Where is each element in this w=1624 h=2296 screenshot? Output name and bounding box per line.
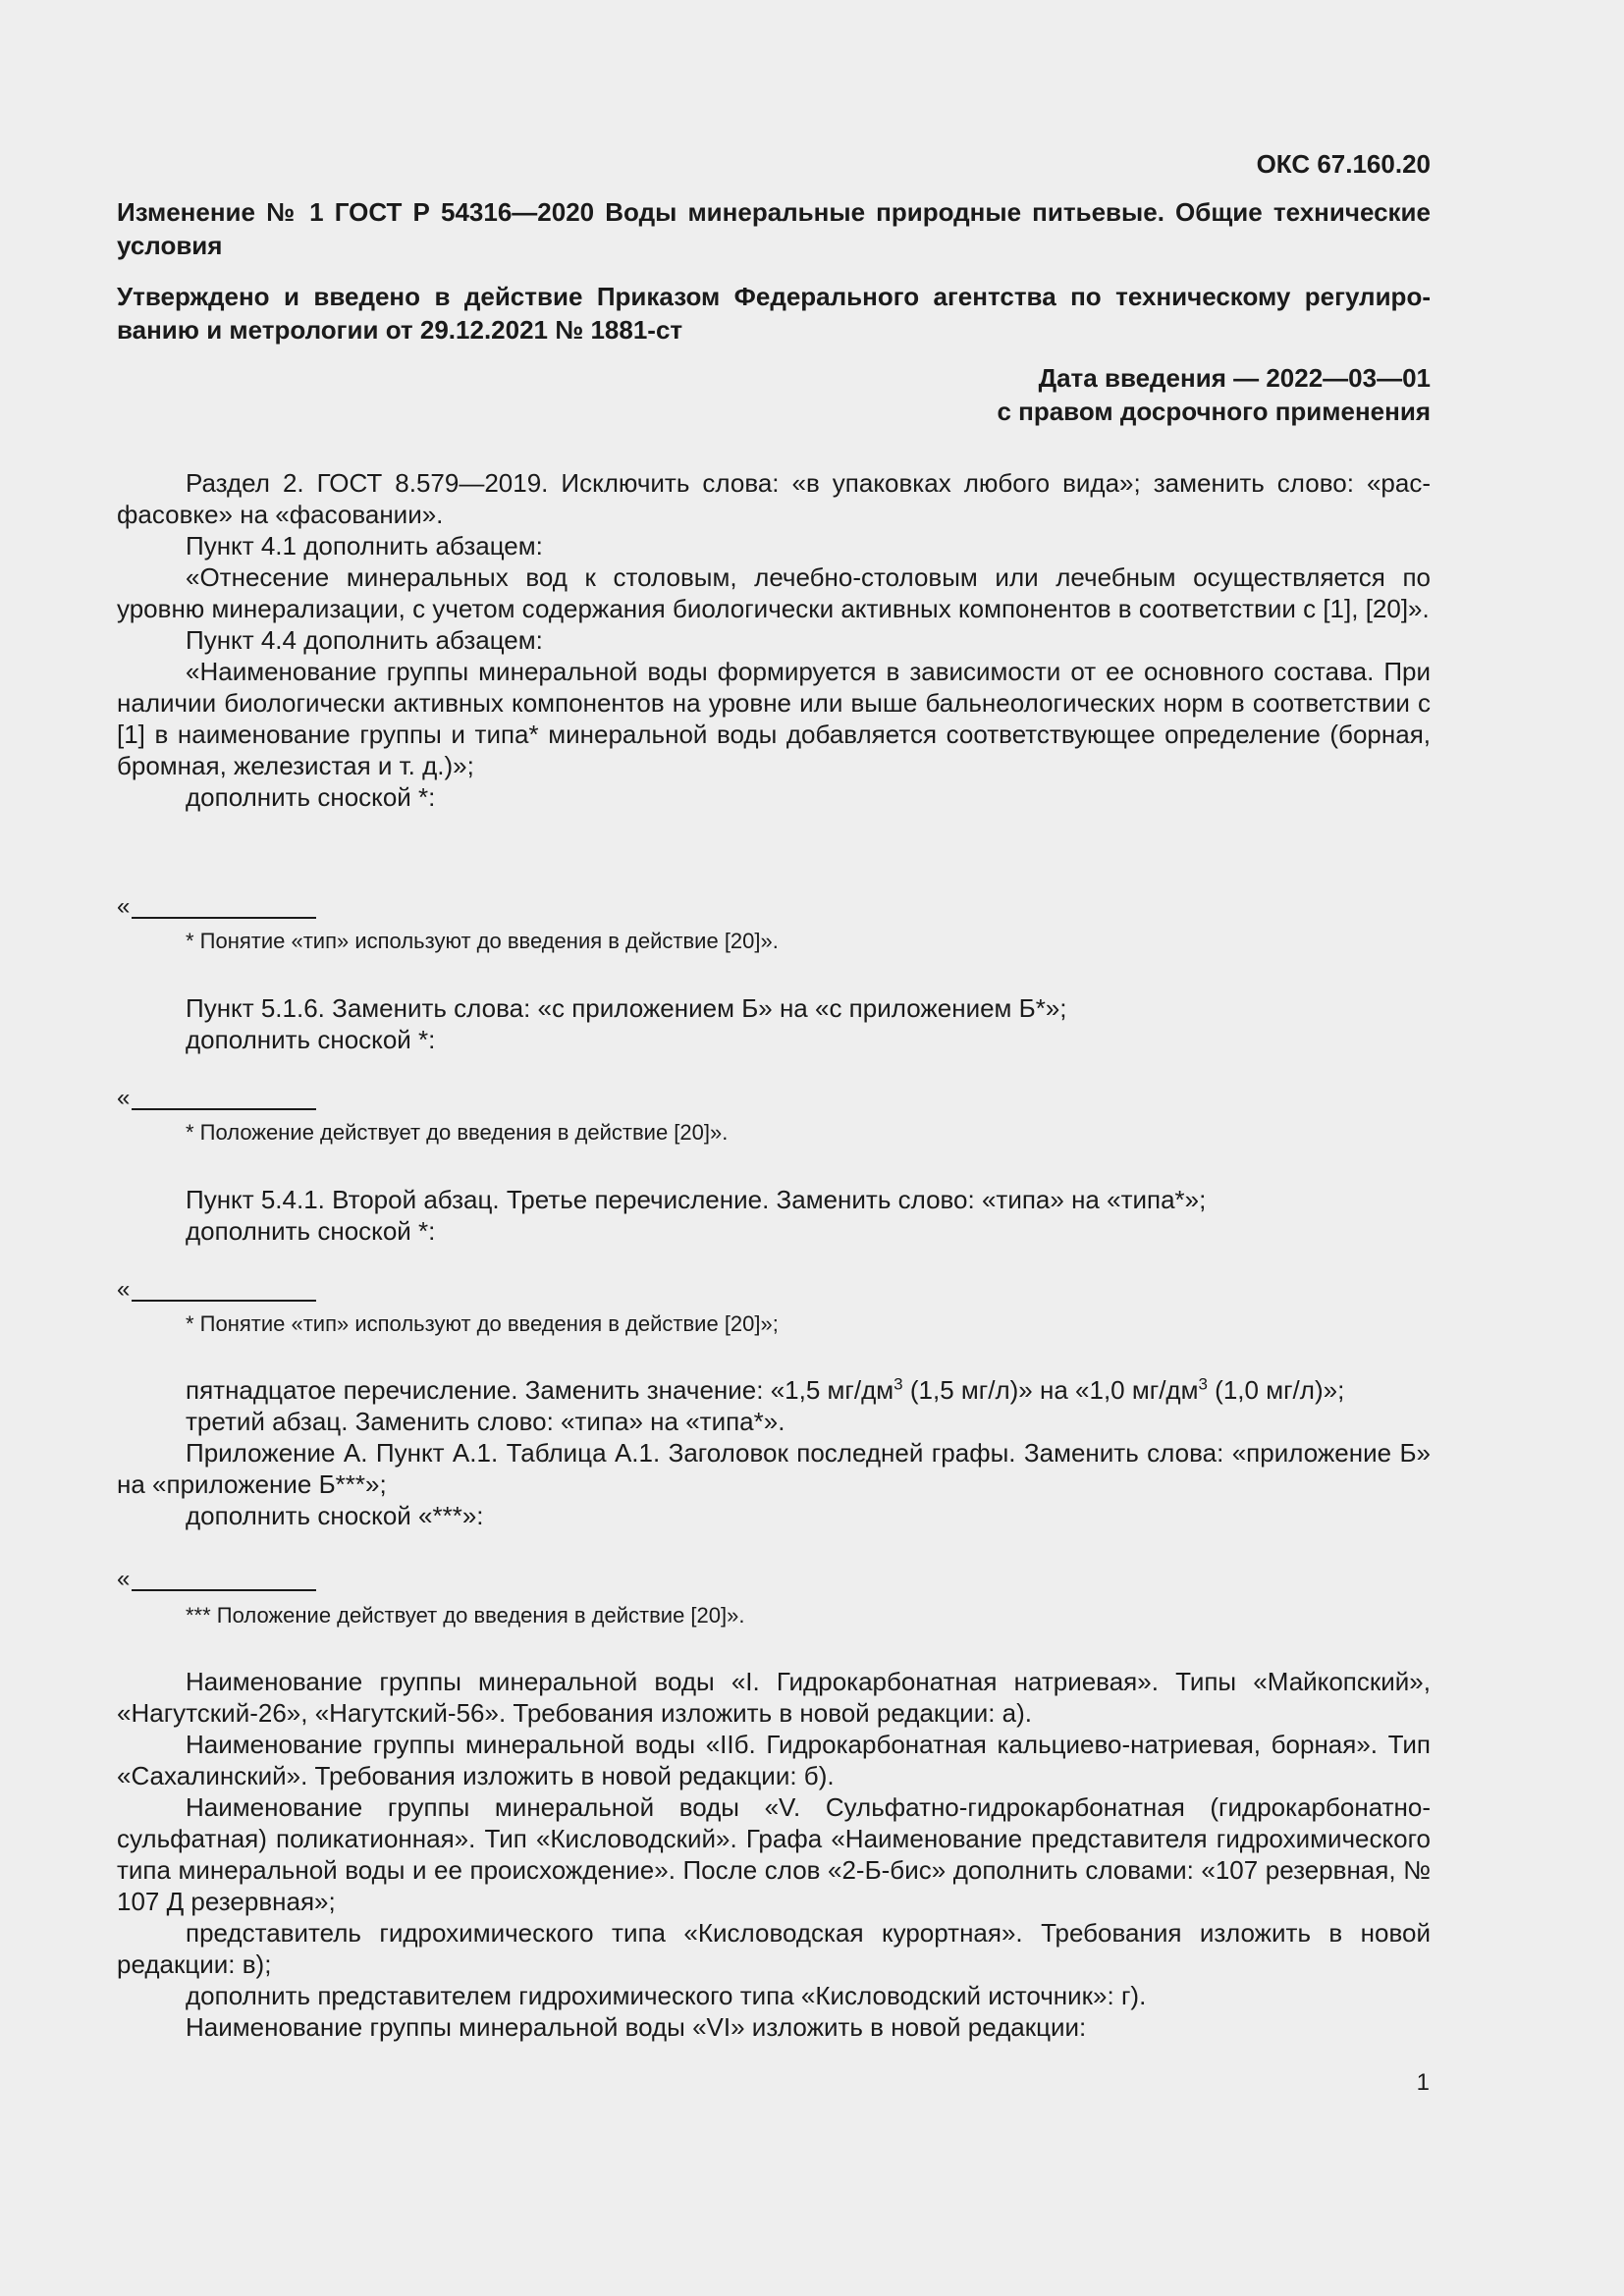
quote-mark: « bbox=[117, 893, 131, 920]
paragraph: дополнить сноской «***»: bbox=[186, 1501, 484, 1530]
paragraph bbox=[117, 1374, 1431, 1406]
amendment-block-5 bbox=[117, 1666, 1431, 2043]
effective-date bbox=[117, 361, 1431, 428]
footnote-rule bbox=[132, 1108, 316, 1110]
footnote: *** Положение действует до введения в действие [20]». bbox=[186, 1603, 745, 1628]
paragraph: Наименование группы минеральной воды «I. Гидрокарбонатная натриевая». Типы «Майкопский», «Нагутский-26», «Нагутский-56». Требования изложить в новой редакции: а). bbox=[117, 1667, 1431, 1728]
amendment-block-3 bbox=[117, 1184, 1431, 1247]
paragraph: «Отнесение минеральных вод к столовым, лечебно-столовым или лечебным осуществляется по уровню минерализации, с учетом содержания биологически активных компонентов в соответствии с [1], [20]». bbox=[117, 562, 1431, 623]
paragraph: Наименование группы минеральной воды «V. Сульфатно-гидрокарбонатная (гидрокарбонатно-сульфатная) поликатионная». Тип «Кисловодский». Графа «Наименование представителя гидрохимического типа минеральной воды и ее происхождение». После слов «2-Б-бис» дополнить словами: «107 резервная, № 107 Д резервная»; bbox=[117, 1792, 1431, 1916]
page-number: 1 bbox=[1416, 2069, 1430, 2096]
footnote-separator bbox=[117, 1087, 316, 1110]
amendment-block-4 bbox=[117, 1374, 1431, 1531]
paragraph: дополнить сноской *: bbox=[186, 1216, 436, 1246]
approval-statement: Утверждено и введено в действие Приказом Федерального агентства по техническому регулированию и метрологии от 29.12.2021 № 1881-ст bbox=[117, 282, 1431, 345]
paragraph: дополнить представителем гидрохимического типа «Кисловодский источник»: г). bbox=[186, 1981, 1147, 2010]
paragraph: Пункт 5.1.6. Заменить слова: «с приложением Б» на «с приложением Б*»; bbox=[186, 993, 1067, 1023]
footnote-separator bbox=[117, 1278, 316, 1302]
amendment-block-2 bbox=[117, 992, 1431, 1055]
footnote-separator bbox=[117, 1568, 316, 1591]
paragraph: «Наименование группы минеральной воды формируется в зависимости от ее основного состава. При наличии биологически активных компонентов на уровне или выше бальнеологических норм в соответствии с [1] в наименование группы и типа* минеральной воды добавляется соответствующее определение (борная, бромная, железистая и т. д.)»; bbox=[117, 657, 1431, 780]
paragraph: Наименование группы минеральной воды «IIб. Гидрокарбонатная кальциево-натриевая, борная». Тип «Сахалинский». Требования изложить в новой редакции: б). bbox=[117, 1730, 1431, 1790]
paragraph: Раздел 2. ГОСТ 8.579—2019. Исключить слова: «в упаковках любого вида»; заменить слово: «расфасовке» на «фасовании». bbox=[117, 468, 1431, 529]
paragraph: Пункт 5.4.1. Второй абзац. Третье перечисление. Заменить слово: «типа» на «типа*»; bbox=[186, 1185, 1207, 1214]
footnote: * Понятие «тип» используют до введения в действие [20]». bbox=[186, 929, 779, 953]
footnote-rule bbox=[132, 1589, 316, 1591]
paragraph: представитель гидрохимического типа «Кисловодская курортная». Требования изложить в новой редакции: в); bbox=[117, 1918, 1431, 1979]
amendment-block-1 bbox=[117, 467, 1431, 813]
footnote-rule bbox=[132, 1300, 316, 1302]
quote-mark: « bbox=[117, 1085, 131, 1111]
text-fragment: (1,0 мг/л)»; bbox=[1207, 1375, 1345, 1405]
document-title: Изменение № 1 ГОСТ Р 54316—2020 Воды минеральные природные питьевые. Общие технические условия bbox=[117, 197, 1431, 260]
paragraph: дополнить сноской *: bbox=[186, 782, 436, 812]
footnote-separator bbox=[117, 895, 316, 919]
paragraph: дополнить сноской *: bbox=[186, 1025, 436, 1054]
footnote: * Положение действует до введения в действие [20]». bbox=[186, 1120, 729, 1145]
text-fragment: пятнадцатое перечисление. Заменить значение: «1,5 мг/дм bbox=[186, 1375, 894, 1405]
text-fragment: (1,5 мг/л)» на «1,0 мг/дм bbox=[902, 1375, 1199, 1405]
paragraph: Приложение А. Пункт А.1. Таблица А.1. Заголовок последней графы. Заменить слова: «приложение Б» на «приложение Б***»; bbox=[117, 1438, 1431, 1499]
superscript: 3 bbox=[1198, 1374, 1208, 1394]
paragraph: Пункт 4.4 дополнить абзацем: bbox=[186, 625, 543, 655]
oks-code: ОКС 67.160.20 bbox=[1256, 149, 1431, 179]
early-application-line: с правом досрочного применения bbox=[997, 397, 1431, 426]
paragraph: Пункт 4.1 дополнить абзацем: bbox=[186, 531, 543, 561]
paragraph: третий абзац. Заменить слово: «типа» на «типа*». bbox=[186, 1407, 785, 1436]
effective-date-line: Дата введения — 2022—03—01 bbox=[1038, 363, 1431, 393]
footnote-rule bbox=[132, 917, 316, 919]
quote-mark: « bbox=[117, 1276, 131, 1303]
quote-mark: « bbox=[117, 1566, 131, 1592]
paragraph: Наименование группы минеральной воды «VI» изложить в новой редакции: bbox=[186, 2012, 1087, 2042]
superscript: 3 bbox=[893, 1374, 903, 1394]
footnote: * Понятие «тип» используют до введения в действие [20]»; bbox=[186, 1311, 779, 1336]
